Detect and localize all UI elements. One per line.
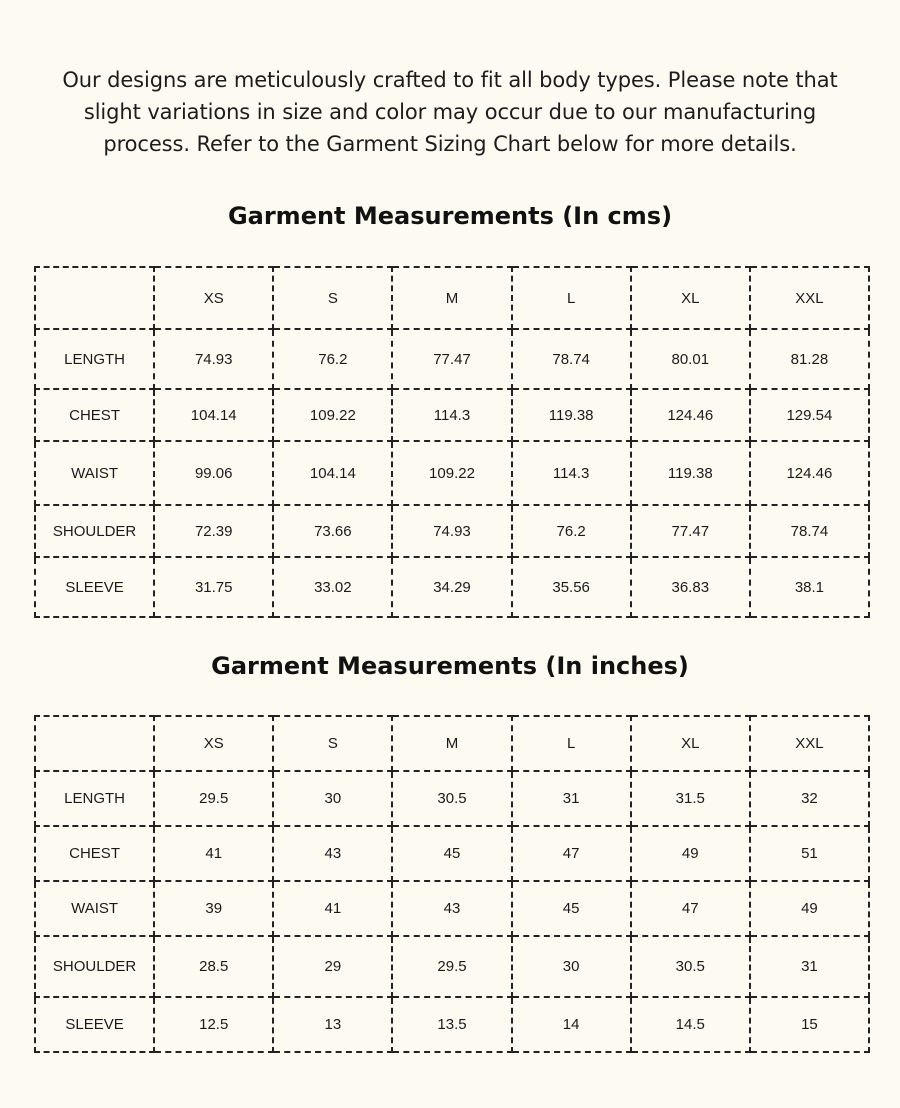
table-row bbox=[35, 881, 869, 936]
measurement-cell: 15 bbox=[750, 997, 869, 1052]
table-row bbox=[35, 826, 869, 881]
measurement-cell: 76.2 bbox=[512, 505, 631, 557]
measurement-cell: 41 bbox=[154, 826, 273, 881]
measurement-cell: 47 bbox=[512, 826, 631, 881]
corner-cell bbox=[35, 716, 154, 771]
table-row bbox=[35, 389, 869, 441]
measurement-cell: 119.38 bbox=[631, 441, 750, 505]
measurement-cell: 72.39 bbox=[154, 505, 273, 557]
measurement-cell: 13 bbox=[273, 997, 392, 1052]
measurement-cell: 51 bbox=[750, 826, 869, 881]
measurement-cell: 14 bbox=[512, 997, 631, 1052]
row-label: SLEEVE bbox=[35, 997, 154, 1052]
measurement-cell: 81.28 bbox=[750, 329, 869, 389]
table-row bbox=[35, 997, 869, 1052]
measurement-cell: 30.5 bbox=[631, 936, 750, 997]
measurement-cell: 31.5 bbox=[631, 771, 750, 826]
table-row bbox=[35, 329, 869, 389]
row-label: CHEST bbox=[35, 389, 154, 441]
measurement-cell: 49 bbox=[750, 881, 869, 936]
measurement-cell: 45 bbox=[392, 826, 511, 881]
measurement-cell: 104.14 bbox=[273, 441, 392, 505]
measurement-cell: 99.06 bbox=[154, 441, 273, 505]
measurement-cell: 31.75 bbox=[154, 557, 273, 617]
measurement-cell: 12.5 bbox=[154, 997, 273, 1052]
measurement-cell: 36.83 bbox=[631, 557, 750, 617]
measurement-cell: 29 bbox=[273, 936, 392, 997]
measurement-cell: 77.47 bbox=[392, 329, 511, 389]
size-header: L bbox=[512, 267, 631, 329]
measurement-cell: 31 bbox=[512, 771, 631, 826]
size-table-inches bbox=[34, 715, 870, 1053]
measurement-cell: 31 bbox=[750, 936, 869, 997]
measurement-cell: 77.47 bbox=[631, 505, 750, 557]
inches-table-title: Garment Measurements (In inches) bbox=[211, 652, 689, 680]
size-header: S bbox=[273, 716, 392, 771]
row-label: WAIST bbox=[35, 881, 154, 936]
row-label: SLEEVE bbox=[35, 557, 154, 617]
measurement-cell: 43 bbox=[273, 826, 392, 881]
size-header: XL bbox=[631, 267, 750, 329]
measurement-cell: 124.46 bbox=[631, 389, 750, 441]
measurement-cell: 35.56 bbox=[512, 557, 631, 617]
measurement-cell: 74.93 bbox=[154, 329, 273, 389]
measurement-cell: 104.14 bbox=[154, 389, 273, 441]
measurement-cell: 47 bbox=[631, 881, 750, 936]
measurement-cell: 13.5 bbox=[392, 997, 511, 1052]
table-row bbox=[35, 557, 869, 617]
measurement-cell: 114.3 bbox=[512, 441, 631, 505]
size-header: XL bbox=[631, 716, 750, 771]
measurement-cell: 114.3 bbox=[392, 389, 511, 441]
measurement-cell: 29.5 bbox=[154, 771, 273, 826]
size-header: XXL bbox=[750, 267, 869, 329]
measurement-cell: 49 bbox=[631, 826, 750, 881]
measurement-cell: 80.01 bbox=[631, 329, 750, 389]
measurement-cell: 34.29 bbox=[392, 557, 511, 617]
measurement-cell: 29.5 bbox=[392, 936, 511, 997]
cms-table-title: Garment Measurements (In cms) bbox=[227, 202, 673, 230]
table-row bbox=[35, 505, 869, 557]
table-row bbox=[35, 771, 869, 826]
row-label: SHOULDER bbox=[35, 936, 154, 997]
measurement-cell: 74.93 bbox=[392, 505, 511, 557]
size-header: XS bbox=[154, 267, 273, 329]
measurement-cell: 73.66 bbox=[273, 505, 392, 557]
table-row bbox=[35, 441, 869, 505]
measurement-cell: 45 bbox=[512, 881, 631, 936]
row-label: SHOULDER bbox=[35, 505, 154, 557]
size-header: XS bbox=[154, 716, 273, 771]
measurement-cell: 78.74 bbox=[750, 505, 869, 557]
measurement-cell: 39 bbox=[154, 881, 273, 936]
measurement-cell: 33.02 bbox=[273, 557, 392, 617]
row-label: WAIST bbox=[35, 441, 154, 505]
corner-cell bbox=[35, 267, 154, 329]
measurement-cell: 30.5 bbox=[392, 771, 511, 826]
measurement-cell: 41 bbox=[273, 881, 392, 936]
measurement-cell: 76.2 bbox=[273, 329, 392, 389]
measurement-cell: 28.5 bbox=[154, 936, 273, 997]
measurement-cell: 30 bbox=[512, 936, 631, 997]
size-header: XXL bbox=[750, 716, 869, 771]
measurement-cell: 30 bbox=[273, 771, 392, 826]
size-header: M bbox=[392, 267, 511, 329]
measurement-cell: 14.5 bbox=[631, 997, 750, 1052]
measurement-cell: 129.54 bbox=[750, 389, 869, 441]
size-table-cms bbox=[34, 266, 870, 618]
size-header: M bbox=[392, 716, 511, 771]
header-row bbox=[35, 267, 869, 329]
row-label: LENGTH bbox=[35, 329, 154, 389]
table-row bbox=[35, 936, 869, 997]
header-row bbox=[35, 716, 869, 771]
row-label: LENGTH bbox=[35, 771, 154, 826]
size-header: S bbox=[273, 267, 392, 329]
size-header: L bbox=[512, 716, 631, 771]
measurement-cell: 119.38 bbox=[512, 389, 631, 441]
row-label: CHEST bbox=[35, 826, 154, 881]
measurement-cell: 43 bbox=[392, 881, 511, 936]
measurement-cell: 32 bbox=[750, 771, 869, 826]
measurement-cell: 78.74 bbox=[512, 329, 631, 389]
measurement-cell: 38.1 bbox=[750, 557, 869, 617]
measurement-cell: 109.22 bbox=[392, 441, 511, 505]
intro-paragraph: Our designs are meticulously crafted to fit all body types. Please note that slight variations in size and color may occur due to our manufacturing process. Refer to the Garment Sizing Chart below for more details. bbox=[62, 68, 838, 156]
measurement-cell: 124.46 bbox=[750, 441, 869, 505]
measurement-cell: 109.22 bbox=[273, 389, 392, 441]
